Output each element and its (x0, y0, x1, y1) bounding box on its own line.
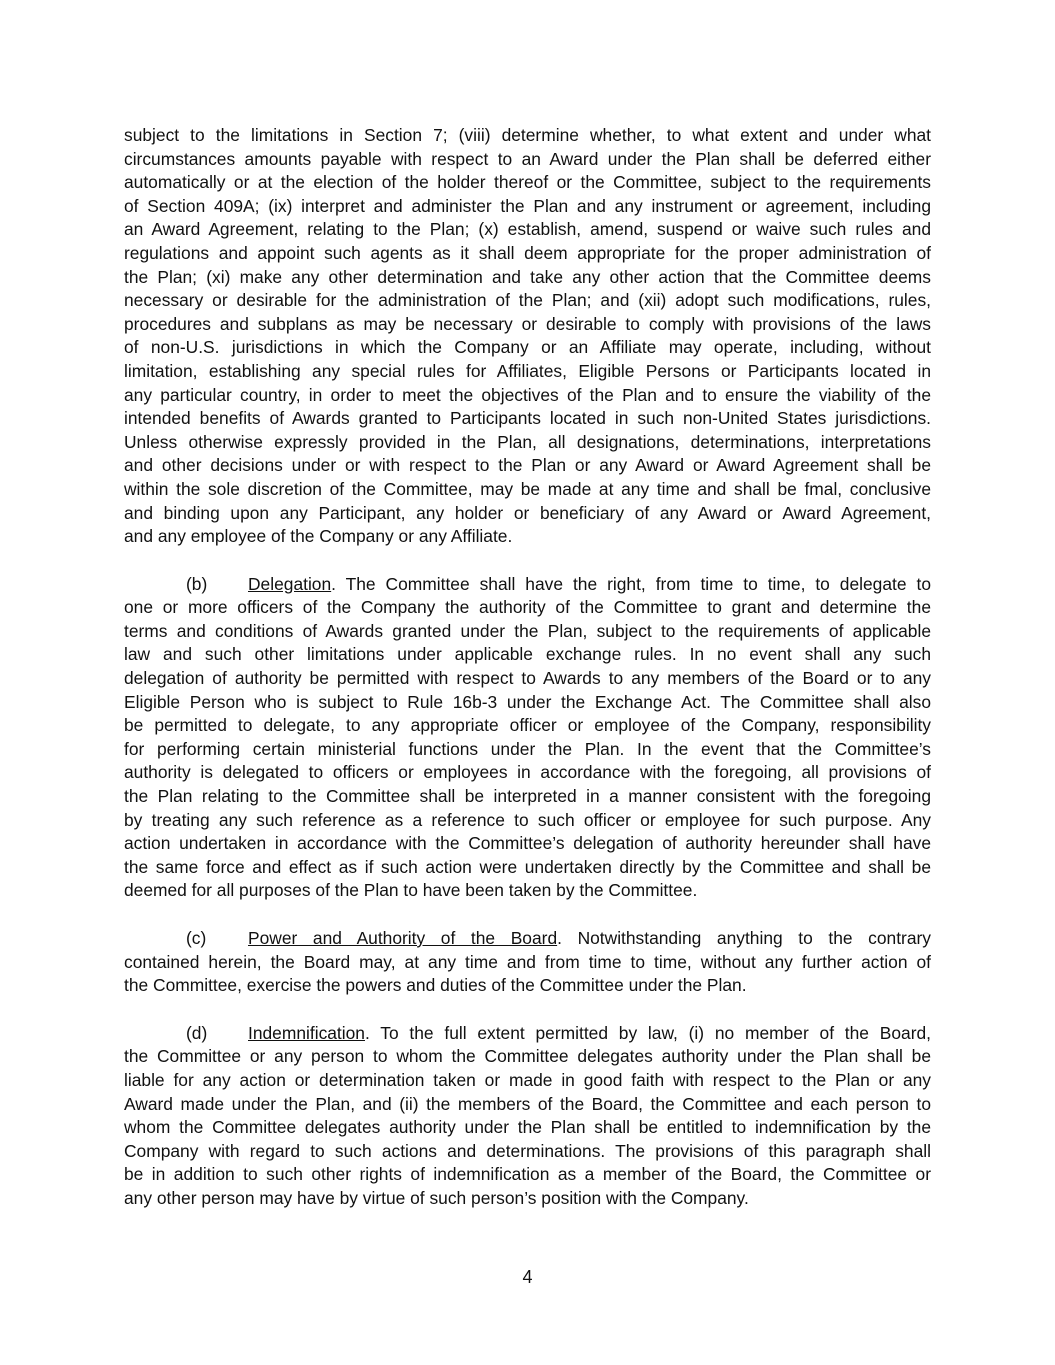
paragraph-marker: (d) (186, 1022, 208, 1043)
text-run: . The Committee shall have the right, from time to time, to delegate to (331, 573, 931, 594)
text-line: and binding upon any Participant, any holder or beneficiary of any Award or Award Agreement, (124, 502, 931, 523)
paragraph-marker: (b) (186, 573, 208, 594)
text-line: whom the Committee delegates authority under the Plan shall be entitled to indemnification by the (124, 1117, 931, 1138)
text-line-first (124, 927, 931, 951)
text-line: Award made under the Plan, and (ii) the members of the Board, the Committee and each person to (124, 1093, 931, 1114)
text-line: an Award Agreement, relating to the Plan; (x) establish, amend, suspend or waive such rules and (124, 219, 931, 240)
paragraph-c-power-authority (124, 927, 931, 998)
page-number: 4 (522, 1267, 533, 1287)
document-body (124, 124, 931, 1235)
text-line: of non-U.S. jurisdictions in which the Company or an Affiliate may operate, including, without (124, 337, 931, 358)
text-line: circumstances amounts payable with respect to an Award under the Plan shall be deferred either (124, 148, 931, 169)
text-line: any particular country, in order to meet the objectives of the Plan and to ensure the viability of the (124, 384, 931, 405)
text-line: and other decisions under or with respect to the Plan or any Award or Award Agreement shall be (124, 455, 931, 476)
text-line: and any employee of the Company or any Affiliate. (124, 526, 513, 547)
section-heading: Indemnification (248, 1022, 365, 1043)
paragraph-a-continuation (124, 124, 931, 549)
text-line: subject to the limitations in Section 7; (viii) determine whether, to what extent and under what (124, 125, 931, 145)
text-line: regulations and appoint such agents as it shall deem appropriate for the proper administration of (124, 242, 931, 263)
text-line: be permitted to delegate, to any appropriate officer or employee of the Company, responsibility (124, 715, 931, 736)
text-line: within the sole discretion of the Committee, may be made at any time and shall be fmal, conclusive (124, 478, 931, 499)
text-line: by treating any such reference as a reference to such officer or employee for such purpose. Any (124, 809, 931, 830)
text-line: delegation of authority be permitted with respect to Awards to any members of the Board or to any (124, 668, 931, 689)
paragraph-marker: (c) (186, 928, 207, 948)
text-line: action undertaken in accordance with the Committee’s delegation of authority hereunder shall have (124, 833, 931, 854)
text-line: authority is delegated to officers or employees in accordance with the foregoing, all provisions of (124, 762, 931, 783)
text-line: the Plan relating to the Committee shall be interpreted in a manner consistent with the foregoing (124, 786, 931, 807)
text-line: Unless otherwise expressly provided in the Plan, all designations, determinations, interpretations (124, 431, 931, 452)
text-line: limitation, establishing any special rules for Affiliates, Eligible Persons or Participants located in (124, 360, 931, 381)
text-line: the Plan; (xi) make any other determination and take any other action that the Committee deems (124, 266, 931, 287)
text-line: contained herein, the Board may, at any time and from time to time, without any further action of (124, 951, 931, 972)
text-line: for performing certain ministerial functions under the Plan. In the event that the Committee’s (124, 738, 931, 759)
text-line: the Committee, exercise the powers and duties of the Committee under the Plan. (124, 975, 747, 996)
text-line: Eligible Person who is subject to Rule 16b-3 under the Exchange Act. The Committee shall also (124, 691, 931, 712)
text-line: Company with regard to such actions and determinations. The provisions of this paragraph shall (124, 1140, 931, 1161)
text-line: terms and conditions of Awards granted under the Plan, subject to the requirements of applicable (124, 620, 931, 641)
paragraph-d-indemnification (124, 1022, 931, 1211)
text-line: the Committee or any person to whom the Committee delegates authority under the Plan shall be (124, 1046, 931, 1067)
text-run: . Notwithstanding anything to the contrary (557, 928, 931, 948)
section-heading: Delegation (248, 573, 332, 594)
text-line: any other person may have by virtue of such person’s position with the Company. (124, 1187, 749, 1208)
text-line: the same force and effect as if such action were undertaken directly by the Committee and shall be (124, 856, 931, 877)
text-line: of Section 409A; (ix) interpret and administer the Plan and any instrument or agreement, including (124, 195, 931, 216)
text-line-first (124, 1022, 931, 1046)
text-line: liable for any action or determination taken or made in good faith with respect to the Plan or any (124, 1069, 931, 1090)
text-line: law and such other limitations under applicable exchange rules. In no event shall any such (124, 644, 931, 665)
text-line: necessary or desirable for the administration of the Plan; and (xii) adopt such modifications, rules, (124, 290, 931, 311)
text-run: . To the full extent permitted by law, (i) no member of the Board, (364, 1022, 931, 1043)
text-line: be in addition to such other rights of indemnification as a member of the Board, the Committee or (124, 1164, 931, 1185)
text-line-first (124, 573, 931, 597)
text-line: intended benefits of Awards granted to Participants located in such non-United States jurisdictions. (124, 408, 931, 429)
text-line: procedures and subplans as may be necessary or desirable to comply with provisions of the laws (124, 313, 931, 334)
section-heading: Power and Authority of the Board (248, 928, 558, 948)
paragraph-b-delegation (124, 573, 931, 903)
text-line: deemed for all purposes of the Plan to have been taken by the Committee. (124, 880, 698, 901)
text-line: automatically or at the election of the holder thereof or the Committee, subject to the requirements (124, 172, 931, 193)
text-line: one or more officers of the Company the authority of the Committee to grant and determine the (124, 597, 931, 618)
